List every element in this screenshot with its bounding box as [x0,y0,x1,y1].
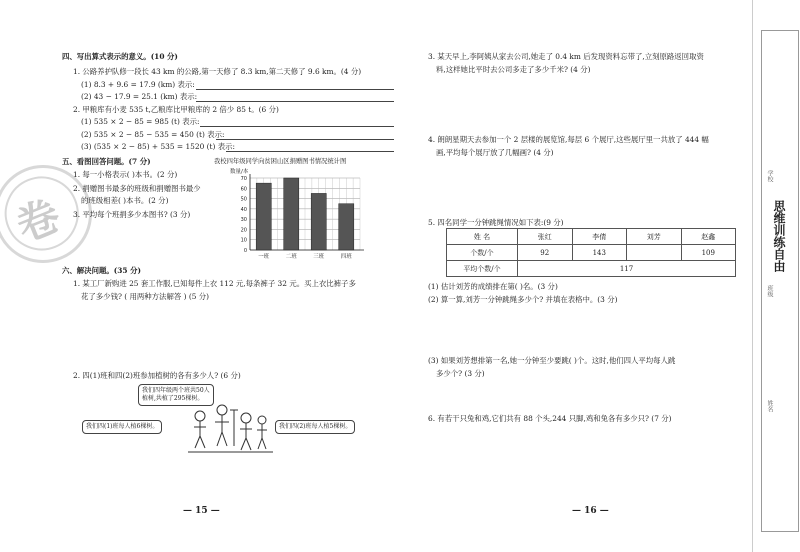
section6-title: 六、解决问题。(35 分) [62,266,141,275]
bar [311,193,326,250]
table-cell: 个数/个 [447,245,518,261]
table-header-cell: 刘芳 [627,229,682,245]
answer-line[interactable] [196,89,394,90]
table-cell: 平均个数/个 [447,261,518,277]
q6-text: 6. 有若干只兔和鸡,它们共有 88 个头,244 只脚,鸡和兔各有多少只? (7 分) [428,414,672,423]
s6-q1-line1: 1. 某工厂新购进 25 套工作服,已知每件上衣 112 元,每条裤子 32 元。买上衣比裤子多 [73,279,356,288]
x-tick-label: 一班 [258,254,270,260]
q5-part2: (2) 算一算,刘芳一分钟跳绳多少个? 并填在表格中。(3 分) [428,295,618,304]
section4-title: 四、写出算式表示的意义。(10 分) [62,52,178,61]
table-header-cell: 赵鑫 [681,229,736,245]
s6-q2: 2. 四(1)班和四(2)班参加植树的各有多少人? (6 分) [73,371,241,380]
binding-margin [752,0,800,552]
bar [339,204,354,250]
y-tick-label: 30 [240,217,247,224]
y-tick-label: 10 [240,237,247,244]
s6-q1-line2: 花了多少钱? ( 用两种方法解答 ) (5 分) [81,292,210,301]
table-cell: 117 [518,261,736,277]
y-tick-label: 70 [240,176,247,182]
x-tick-label: 三班 [313,254,325,260]
bar-chart [228,166,370,262]
speech-bubble-class1: 我们四(1)班每人植6棵树。 [82,420,162,434]
q5-text: 5. 四名同学一分钟跳绳情况如下表:(9 分) [428,218,564,227]
y-tick-label: 20 [240,227,247,234]
page-number-left: — 15 — [183,506,220,516]
q4-line1: 4. 朗朗星期天去参加一个 2 层楼的展览馆,每层 6 个展厅,这些展厅里一共放了 444 幅 [428,135,709,144]
label-school: 学校 [766,170,773,182]
y-tick-label: 60 [240,186,247,193]
chart-title: 我校四年级同学向贫困山区捐赠图书情况统计图 [214,158,347,165]
y-tick-label: 40 [240,206,247,213]
table-cell-blank[interactable] [627,245,682,261]
s5-q1: 1. 每一小格表示( )本书。(2 分) [73,170,178,179]
label-class: 班级 [766,285,773,297]
table-header-cell: 李倩 [572,229,627,245]
table-header-row [447,229,736,245]
s5-q2-line2: 的班级相差( )本书。(2 分) [81,196,169,205]
answer-line[interactable] [226,151,394,152]
bar [256,183,271,250]
bubble-line: 我们四年级两个班共50人 [142,387,210,394]
q4-line2: 画,平均每个展厅放了几幅画? (4 分) [436,148,554,157]
y-tick-label: 50 [240,196,247,203]
table-cell: 109 [681,245,736,261]
q5-part1: (1) 估计刘芳的成绩排在第( )名。(3 分) [428,282,558,291]
brand-logo: 思维训练自由 [772,200,786,272]
binding-band [761,30,799,532]
s5-q3: 3. 平均每个班捐多少本图书? (3 分) [73,210,191,219]
children-planting-illustration [188,402,273,454]
q1-part-b: (2) 43 − 17.9 = 25.1 (km) 表示: [81,92,198,101]
section5-title: 五、看图回答问题。(7 分) [62,157,151,166]
q2-part-b: (2) 535 × 2 − 85 − 535 = 450 (t) 表示: [81,130,225,139]
table-row [447,245,736,261]
table-cell: 92 [518,245,573,261]
q5-part3-line1: (3) 如果刘芳想排第一名,她一分钟至少要跳( )个。这时,他们四人平均每人跳 [428,356,676,365]
table-header-cell: 张红 [518,229,573,245]
q3-line2: 料,这样她比平时去公司多走了多少千米? (4 分) [436,65,591,74]
bar [284,178,299,250]
table-header-cell: 姓 名 [447,229,518,245]
table-cell: 143 [572,245,627,261]
q1-part-a: (1) 8.3 + 9.6 = 17.9 (km) 表示: [81,80,195,89]
page-number-right: — 16 — [572,506,609,516]
q2-text: 2. 甲粮库有小麦 535 t,乙粮库比甲粮库的 2 倍少 85 t。(6 分) [73,105,279,114]
watermark-stamp: 卷 [0,150,107,278]
right-page [400,0,752,552]
table-row [447,261,736,277]
q1-text: 1. 公路养护队修一段长 43 km 的公路,第一天修了 8.3 km,第二天修了 9.6 km。(4 分) [73,67,362,76]
bubble-line: 植树,共植了295棵树。 [142,395,204,402]
q5-part3-line2: 多少个? (3 分) [436,369,485,378]
y-axis-label: 数量/本 [230,169,249,175]
x-tick-label: 四班 [340,254,352,260]
jump-rope-table [446,228,736,277]
q2-part-c: (3) (535 × 2 − 85) + 535 = 1520 (t) 表示: [81,142,235,151]
answer-line[interactable] [216,139,394,140]
q3-line1: 3. 某天早上,李阿姨从家去公司,她走了 0.4 km 后发现资料忘带了,立刻原路返回取资 [428,52,704,61]
label-name: 姓名 [766,400,773,412]
y-tick-label: 0 [243,248,247,254]
answer-line[interactable] [200,126,394,127]
s5-q2-line1: 2. 捐赠图书最多的班级和捐赠图书最少 [73,184,201,193]
answer-line[interactable] [196,101,394,102]
x-tick-label: 二班 [285,254,297,260]
speech-bubble-class2: 我们四(2)班每人植5棵树。 [275,420,355,434]
q2-part-a: (1) 535 × 2 − 85 = 985 (t) 表示: [81,117,200,126]
